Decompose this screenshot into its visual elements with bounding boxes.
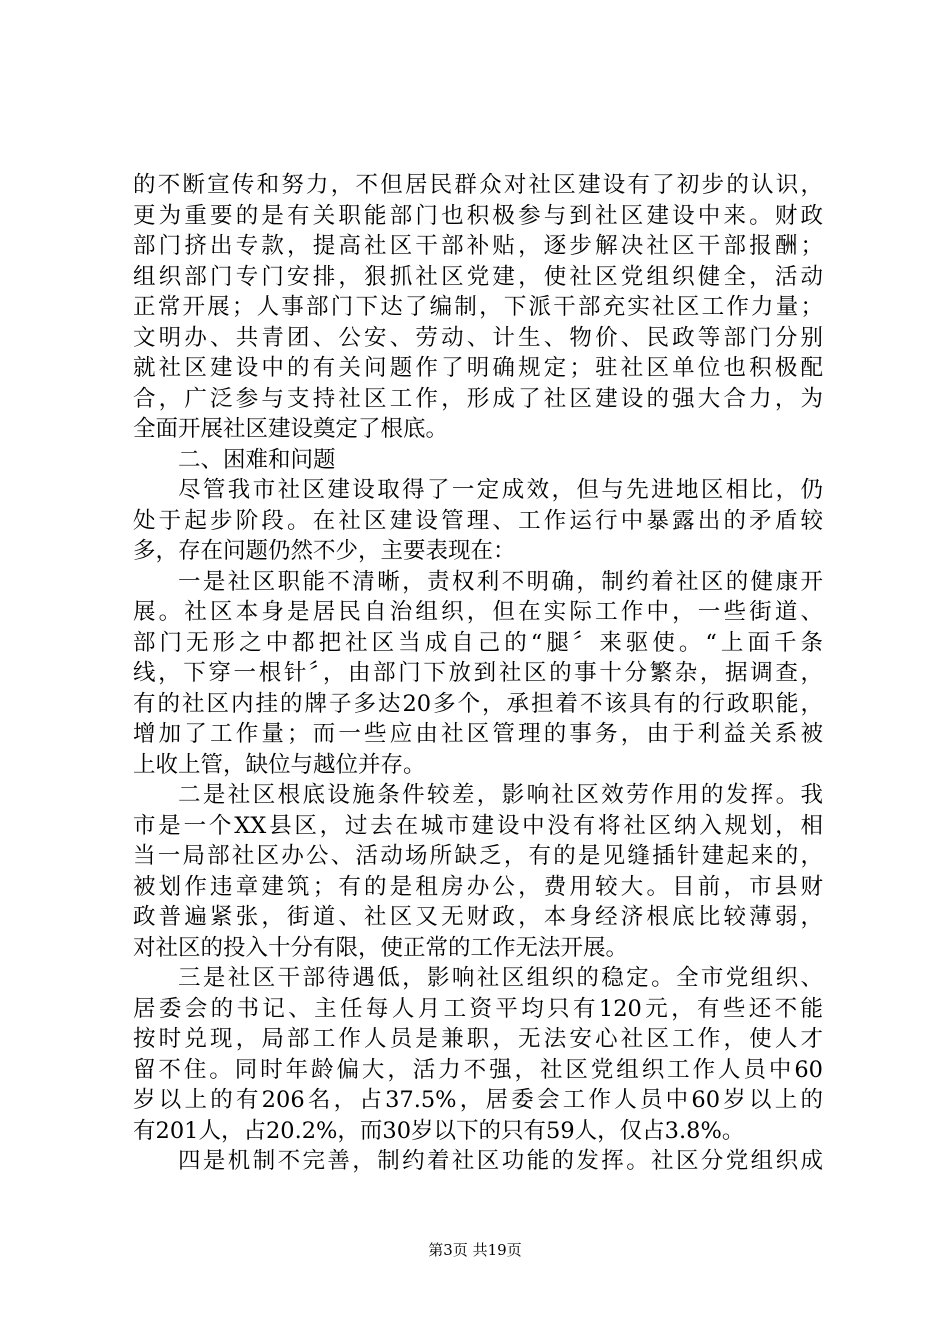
- text-line: 一是社区职能不清晰，责权利不明确，制约着社区的健康开: [178, 568, 823, 595]
- text-line: 增加了工作量；而一些应由社区管理的事务，由于利益关系被: [133, 721, 823, 747]
- text-line: 尽管我市社区建设取得了一定成效，但与先进地区相比，仍: [178, 477, 823, 503]
- text-line: 二是社区根底设施条件较差，影响社区效劳作用的发挥。我: [178, 782, 823, 808]
- text-line: 上收上管，缺位与越位并存。: [133, 751, 426, 778]
- text-line: 留不住。同时年龄偏大，活力不强，社区党组织工作人员中60: [133, 1056, 823, 1083]
- text-line: 的不断宣传和努力，不但居民群众对社区建设有了初步的认识，: [133, 172, 823, 198]
- page-footer: 第3页 共19页: [428, 1241, 522, 1259]
- text-line: 正常开展；人事部门下达了编制，下派干部充实社区工作力量；: [133, 294, 823, 320]
- text-line: 二、困难和问题: [178, 446, 336, 473]
- text-line: 按时兑现，局部工作人员是兼职，无法安心社区工作，使人才: [133, 1026, 823, 1052]
- text-line: 对社区的投入十分有限，使正常的工作无法开展。: [133, 934, 629, 961]
- text-line: 组织部门专门安排，狠抓社区党建，使社区党组织健全，活动: [133, 263, 823, 290]
- text-line: 合，广泛参与支持社区工作，形成了社区建设的强大合力，为: [133, 385, 823, 412]
- text-line: 岁以上的有206名，占37.5%，居委会工作人员中60岁以上的: [133, 1087, 823, 1113]
- text-line: 部门挤出专款，提高社区干部补贴，逐步解决社区干部报酬；: [133, 233, 823, 259]
- text-line: 有201人，占20.2%，而30岁以下的只有59人，仅占3.8%。: [133, 1117, 745, 1144]
- text-line: 更为重要的是有关职能部门也积极参与到社区建设中来。财政: [133, 202, 823, 229]
- text-line: 居委会的书记、主任每人月工资平均只有120元，有些还不能: [133, 995, 823, 1022]
- document-body: [133, 170, 823, 1177]
- text-line: 多，存在问题仍然不少，主要表现在：: [133, 538, 516, 564]
- text-line: 处于起步阶段。在社区建设管理、工作运行中暴露出的矛盾较: [133, 507, 823, 534]
- text-line: 政普遍紧张，街道、社区又无财政，本身经济根底比较薄弱，: [133, 904, 823, 930]
- text-line: 市是一个XX县区，过去在城市建设中没有将社区纳入规划，相: [133, 812, 823, 839]
- text-line: 文明办、共青团、公安、劳动、计生、物价、民政等部门分别: [133, 324, 823, 351]
- text-line: 被划作违章建筑；有的是租房办公，费用较大。目前，市县财: [133, 873, 823, 900]
- text-line: 线，下穿一根针〞，由部门下放到社区的事十分繁杂，据调查，: [133, 660, 823, 686]
- text-line: 展。社区本身是居民自治组织，但在实际工作中，一些街道、: [133, 599, 823, 625]
- text-line: 四是机制不完善，制约着社区功能的发挥。社区分党组织成: [178, 1148, 823, 1174]
- text-line: 当一局部社区办公、活动场所缺乏，有的是见缝插针建起来的，: [133, 843, 823, 869]
- text-line: 就社区建设中的有关问题作了明确规定；驻社区单位也积极配: [133, 355, 823, 381]
- text-line: 全面开展社区建设奠定了根底。: [133, 416, 449, 442]
- text-line: 三是社区干部待遇低，影响社区组织的稳定。全市党组织、: [178, 965, 823, 991]
- text-line: 部门无形之中都把社区当成自己的“腿〞来驱使。“上面千条: [133, 629, 823, 656]
- text-line: 有的社区内挂的牌子多达20多个，承担着不该具有的行政职能，: [133, 690, 823, 717]
